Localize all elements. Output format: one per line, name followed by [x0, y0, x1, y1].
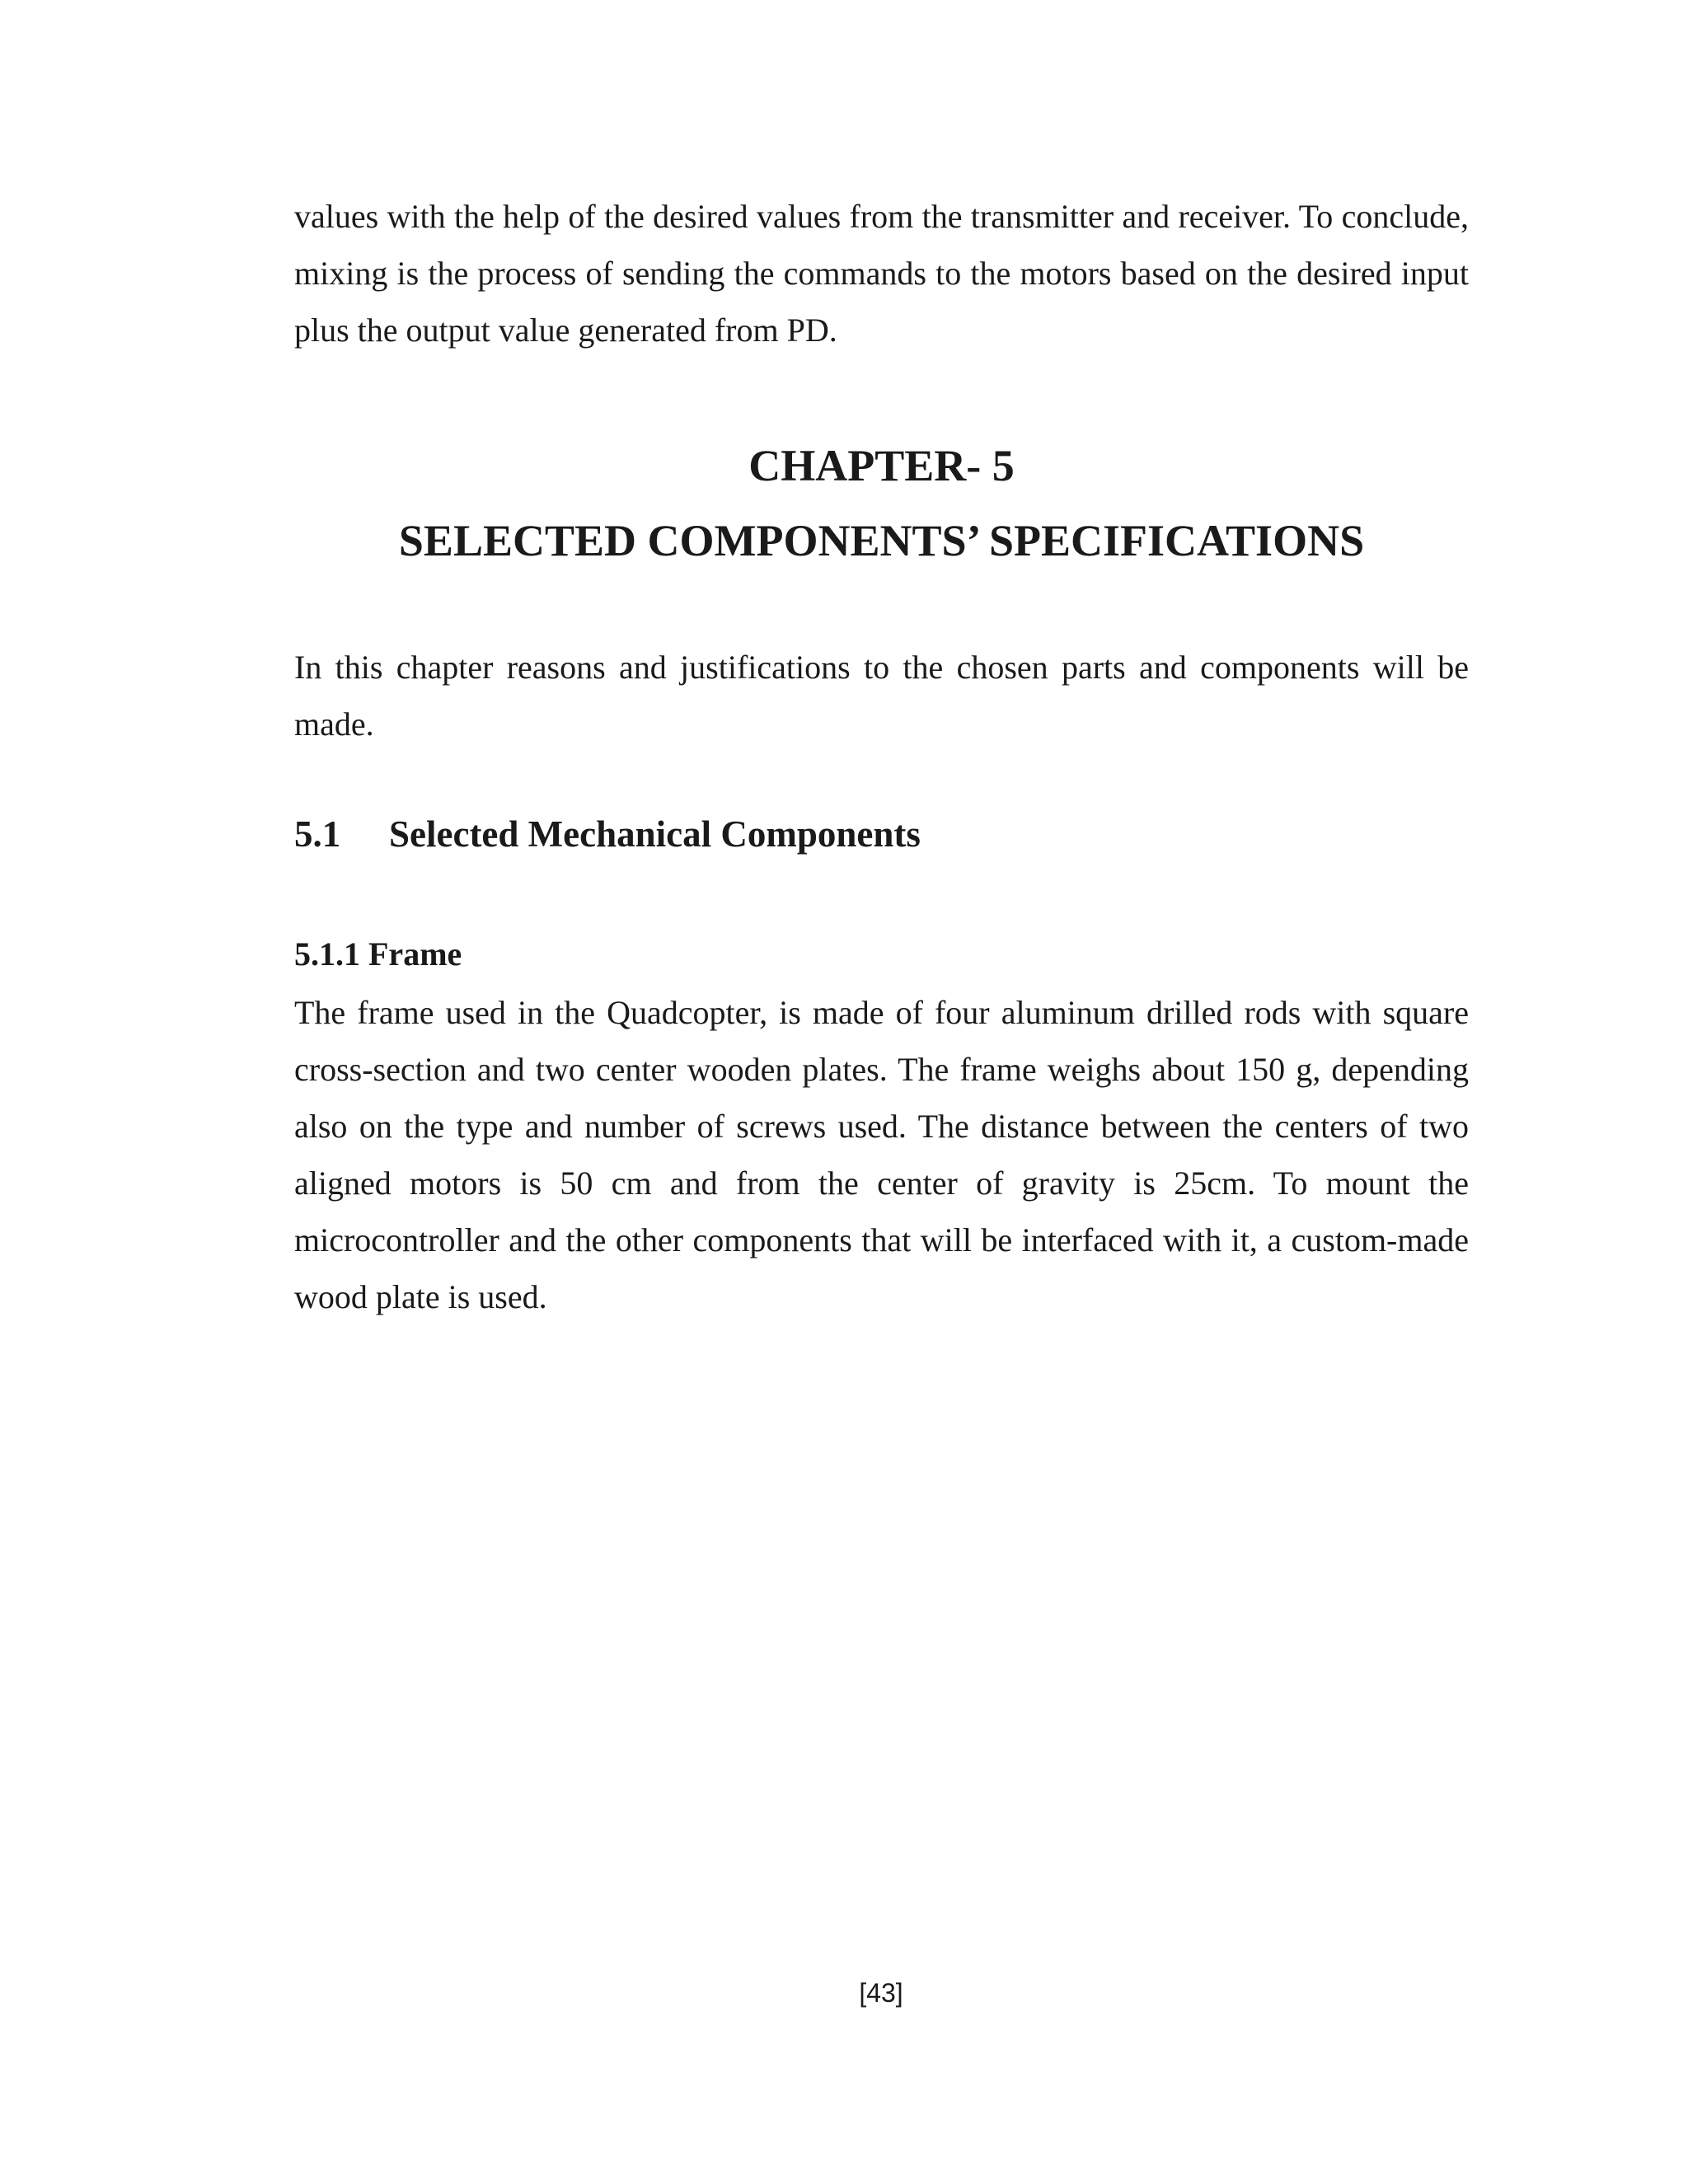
chapter-number: CHAPTER- 5 [748, 441, 1015, 490]
frame-paragraph: The frame used in the Quadcopter, is made of four aluminum drilled rods with square cross-section and two center wooden plates. The frame weighs about 150 g, depending also on the type and number of screws used. The distance between the centers of two aligned motors is 50 cm and from the center of gravity is 25cm. To mount the microcontroller and the other components that will be interfaced with it, a custom-made wood plate is used. [294, 994, 1469, 1315]
section-heading [294, 813, 921, 855]
subsection-heading: 5.1.1 Frame [294, 935, 462, 972]
section-title: Selected Mechanical Components [389, 813, 921, 855]
page-number: [43] [859, 1978, 903, 2008]
chapter-title: SELECTED COMPONENTS’ SPECIFICATIONS [398, 516, 1365, 565]
section-number: 5.1 [294, 813, 341, 855]
intro-paragraph: values with the help of the desired values from the transmitter and receiver. To conclude, mixing is the process of sending the commands to the motors based on the desired input plus the output value generated from PD. [294, 198, 1469, 349]
chapter-intro-paragraph: In this chapter reasons and justifications to the chosen parts and components will be made. [294, 649, 1469, 743]
